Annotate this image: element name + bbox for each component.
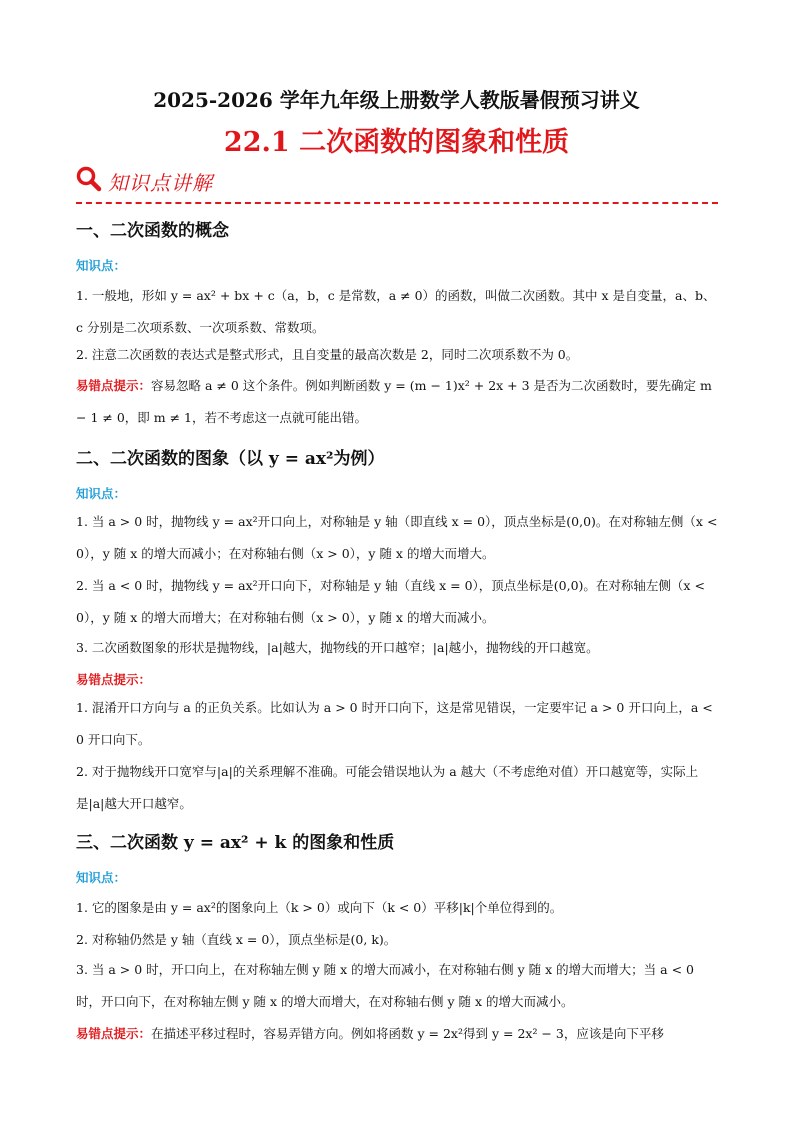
warning-paragraph — [76, 370, 718, 434]
banner-label: 知识点讲解 — [108, 170, 213, 195]
warning-label: 易错点提示： — [76, 672, 152, 687]
warning-text: 在描述平移过程时，容易弄错方向。例如将函数 y = 2x²得到 y = 2x² − 3，应该是向下平移 — [151, 1026, 664, 1041]
paragraph: 2. 注意二次函数的表达式是整式形式，且自变量的最高次数是 2，同时二次项系数不为 0。 — [76, 347, 579, 362]
knowledge-banner — [76, 166, 213, 196]
warning-paragraph — [76, 1018, 718, 1050]
knowledge-tag: 知识点： — [76, 870, 127, 885]
document-title: 2025-2026 学年九年级上册数学人教版暑假预习讲义 — [153, 88, 640, 112]
paragraph: 3. 二次函数图象的形状是抛物线，|a|越大，抛物线的开口越窄；|a|越小，抛物线的开口越宽。 — [76, 640, 599, 655]
heading-concept: 一、二次函数的概念 — [76, 221, 229, 241]
paragraph: 3. 当 a > 0 时，开口向上，在对称轴左侧 y 随 x 的增大而减小，在对称轴右侧 y 随 x 的增大而增大；当 a < 0 时，开口向下，在对称轴左侧 y 随 x 的增大而增大，在对称轴右侧 y 随 x 的增大而减小。 — [76, 962, 694, 1009]
warning-text: 容易忽略 a ≠ 0 这个条件。例如判断函数 y = (m − 1)x² + 2x + 3 是否为二次函数时，要先确定 m − 1 ≠ 0，即 m ≠ 1，若不考虑这一点就可能出错。 — [76, 378, 712, 425]
paragraph: 1. 当 a > 0 时，抛物线 y = ax²开口向上，对称轴是 y 轴（即直线 x = 0），顶点坐标是(0,0)。在对称轴左侧（x < 0），y 随 x 的增大而减小；在对称轴右侧（x > 0），y 随 x 的增大而增大。 — [76, 514, 718, 561]
warning-tag — [76, 670, 151, 688]
knowledge-tag: 知识点： — [76, 258, 127, 273]
paragraph: 1. 一般地，形如 y = ax² + bx + c（a，b，c 是常数，a ≠ 0）的函数，叫做二次函数。其中 x 是自变量，a、b、c 分别是二次项系数、一次项系数、常数项。 — [76, 288, 716, 335]
knowledge-tag: 知识点： — [76, 486, 127, 501]
section-title: 22.1 二次函数的图象和性质 — [223, 127, 570, 158]
search-icon — [76, 166, 102, 196]
heading-graph: 二、二次函数的图象（以 y = ax²为例） — [76, 449, 385, 469]
warning-label: 易错点提示： — [76, 1026, 152, 1041]
paragraph: 1. 混淆开口方向与 a 的正负关系。比如认为 a > 0 时开口向下，这是常见错误，一定要牢记 a > 0 开口向上，a < 0 开口向下。 — [76, 700, 713, 747]
paragraph: 1. 它的图象是由 y = ax²的图象向上（k > 0）或向下（k < 0）平移|k|个单位得到的。 — [76, 900, 563, 915]
paragraph: 2. 对称轴仍然是 y 轴（直线 x = 0），顶点坐标是(0, k)。 — [76, 932, 397, 947]
paragraph: 2. 对于抛物线开口宽窄与|a|的关系理解不准确。可能会错误地认为 a 越大（不考虑绝对值）开口越宽等，实际上是|a|越大开口越窄。 — [76, 764, 699, 811]
warning-label: 易错点提示： — [76, 378, 152, 393]
heading-shift: 三、二次函数 y = ax² + k 的图象和性质 — [76, 833, 395, 853]
divider — [76, 202, 718, 204]
paragraph: 2. 当 a < 0 时，抛物线 y = ax²开口向下，对称轴是 y 轴（直线 x = 0），顶点坐标是(0,0)。在对称轴左侧（x < 0），y 随 x 的增大而增大；在对称轴右侧（x > 0），y 随 x 的增大而减小。 — [76, 578, 705, 625]
